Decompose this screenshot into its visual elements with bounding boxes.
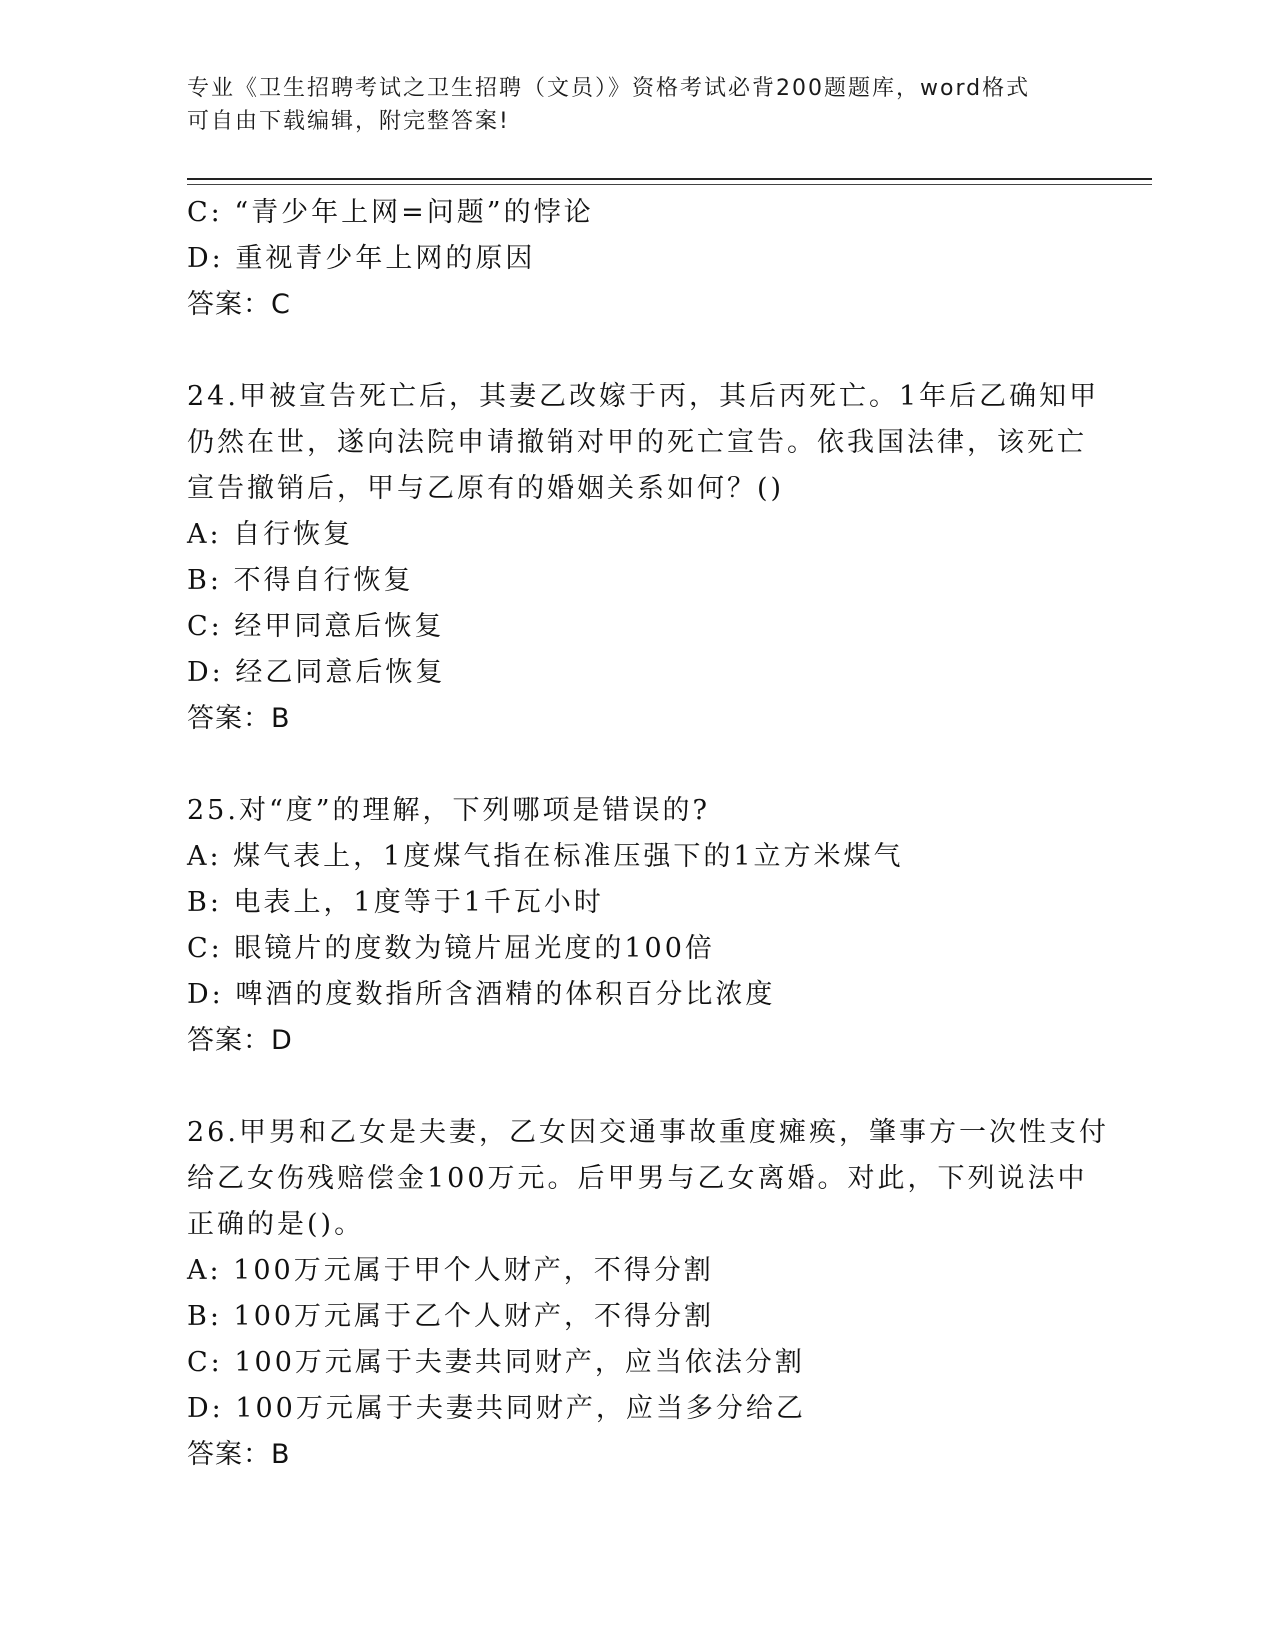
header-divider-thick [187,178,1152,180]
question-stem-line: 给乙女伤残赔偿金100万元。后甲男与乙女离婚。对此，下列说法中 [187,1163,1088,1194]
header-title-line2: 可自由下载编辑，附完整答案! [187,109,510,134]
option-a: A: 煤气表上，1度煤气指在标准压强下的1立方米煤气 [187,841,904,872]
question-stem-line: 正确的是()。 [187,1209,365,1240]
option-d: D: 100万元属于夫妻共同财产，应当多分给乙 [187,1393,806,1424]
document-header [187,72,1087,138]
option-c: C: “青少年上网=问题”的悖论 [187,197,594,228]
header-title-line1: 专业《卫生招聘考试之卫生招聘（文员）》资格考试必背200题题库，word格式 [187,76,1031,101]
option-c: C: 100万元属于夫妻共同财产，应当依法分割 [187,1347,805,1378]
option-a: A: 自行恢复 [187,519,354,550]
answer-line: 答案：B [187,703,291,734]
option-d: D: 啤酒的度数指所含酒精的体积百分比浓度 [187,979,776,1010]
option-d: D: 重视青少年上网的原因 [187,243,536,274]
option-b: B: 不得自行恢复 [187,565,414,596]
option-c: C: 眼镜片的度数为镜片屈光度的100倍 [187,933,715,964]
option-c: C: 经甲同意后恢复 [187,611,445,642]
answer-line: 答案：B [187,1439,291,1470]
header-divider-thin [187,184,1152,185]
question-stem-line: 仍然在世，遂向法院申请撤销对甲的死亡宣告。依我国法律，该死亡 [187,427,1087,458]
question-stem-line: 24.甲被宣告死亡后，其妻乙改嫁于丙，其后丙死亡。1年后乙确知甲 [187,381,1100,412]
question-25 [187,788,1117,1064]
question-content [187,190,1117,1478]
option-a: A: 100万元属于甲个人财产，不得分割 [187,1255,714,1286]
question-stem-line: 宣告撤销后，甲与乙原有的婚姻关系如何？() [187,473,785,504]
option-b: B: 电表上，1度等于1千瓦小时 [187,887,604,918]
question-stem-line: 26.甲男和乙女是夫妻，乙女因交通事故重度瘫痪，肇事方一次性支付 [187,1117,1109,1148]
option-d: D: 经乙同意后恢复 [187,657,446,688]
question-stem-line: 25.对“度”的理解，下列哪项是错误的? [187,795,711,826]
question-26 [187,1110,1117,1478]
answer-line: 答案：D [187,1025,293,1056]
question-24 [187,374,1117,742]
answer-line: 答案：C [187,289,291,320]
option-b: B: 100万元属于乙个人财产，不得分割 [187,1301,715,1332]
carryover-question [187,190,1117,328]
